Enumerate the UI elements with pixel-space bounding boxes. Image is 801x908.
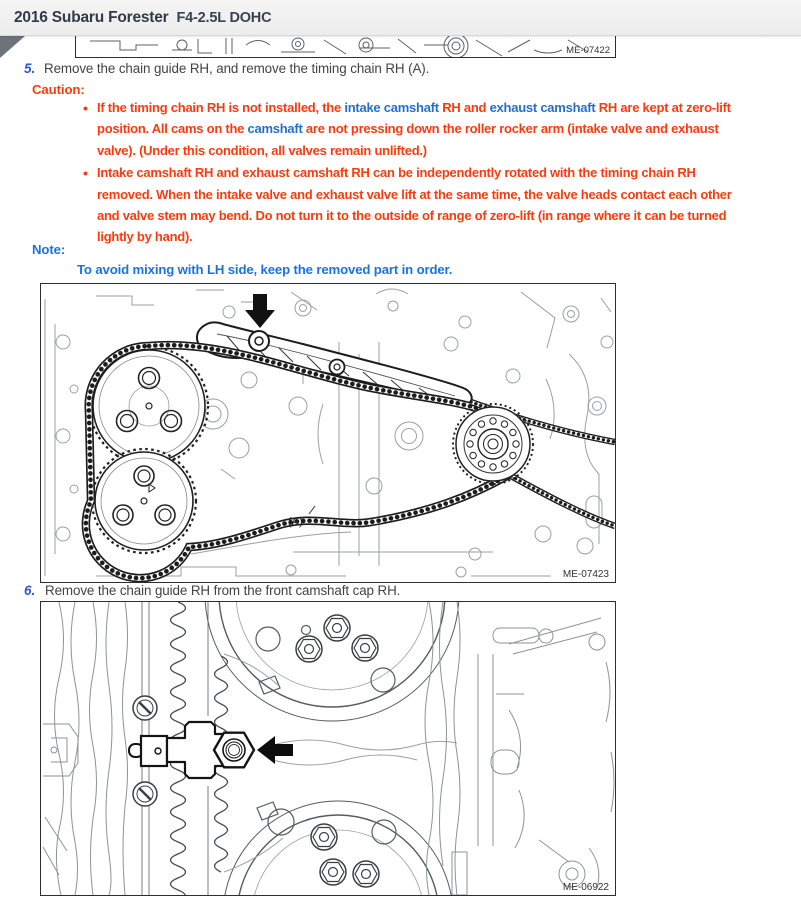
figure-code-2: ME-06922 [562,882,609,893]
caution-bullet-list [97,97,732,248]
step5-number: 5. [24,61,36,76]
chain-guide-part [129,722,293,778]
caution-text: • Intake camshaft RH and exhaust camshaft RH can be independently rotated with the timing chain RH [97,165,696,181]
link-intake-camshaft[interactable]: intake camshaft [344,100,439,115]
link-camshaft[interactable]: camshaft [247,121,303,137]
caution-bullet-1 [97,97,732,161]
casting-background-left [43,602,128,895]
timing-chain-art [41,284,615,582]
svg-text:(A): (A) [288,516,303,528]
caution-text: are not pressing down the roller rocker arm (intake valve and exhaust [302,121,719,137]
note-label: Note: [32,242,66,257]
figure-code-1: ME-07423 [562,569,609,580]
chain-guide [197,323,472,405]
cam-sprocket-exhaust [92,449,196,553]
caution-text: valve). (Under this condition, all valves remain unlifted.) [97,142,427,158]
step6-number: 6. [24,583,36,598]
caution-text: If the timing chain RH is not installed, the [97,100,345,115]
figure-timing-chain [40,283,616,583]
caution-text: and valve stem may bend. Do not turn it to the outside of range of zero-lift (in range where it can be turned [97,208,727,224]
corner-fold [0,36,25,58]
caution-text: RH and [438,100,490,115]
casting-background-right [425,602,614,895]
figure-top-art [76,36,615,57]
note-text: To avoid mixing with LH side, keep the removed part in order. [77,262,453,277]
caution-text: removed. When the intake valve and exhaust valve lift at the same time, the valve heads contact each other [97,186,732,202]
vehicle-title: 2016 Subaru Forester [14,8,169,26]
figure-code-top: ME-07422 [566,45,610,56]
caution-label: Caution: [32,82,85,97]
chain-guide-art [41,602,615,895]
caution-text: RH are kept at zero-lift [595,100,731,115]
header-bar [0,0,801,36]
step6-text: Remove the chain guide RH from the front camshaft cap RH. [45,583,401,598]
caution-text: position. All cams on the [97,121,248,137]
hex-nut [214,733,254,768]
engine-subtitle: F4-2.5L DOHC [176,9,272,26]
figure-top-cropped [75,36,616,58]
caution-text: lightly by hand). [97,229,193,245]
arrow-marker-left [257,736,293,764]
figure-chain-guide-cap [40,601,616,896]
caution-bullet-2 [97,162,732,248]
step5-text: Remove the chain guide RH, and remove the timing chain RH (A). [44,61,430,76]
arrow-marker [245,294,275,328]
link-exhaust-camshaft[interactable]: exhaust camshaft [489,100,596,115]
